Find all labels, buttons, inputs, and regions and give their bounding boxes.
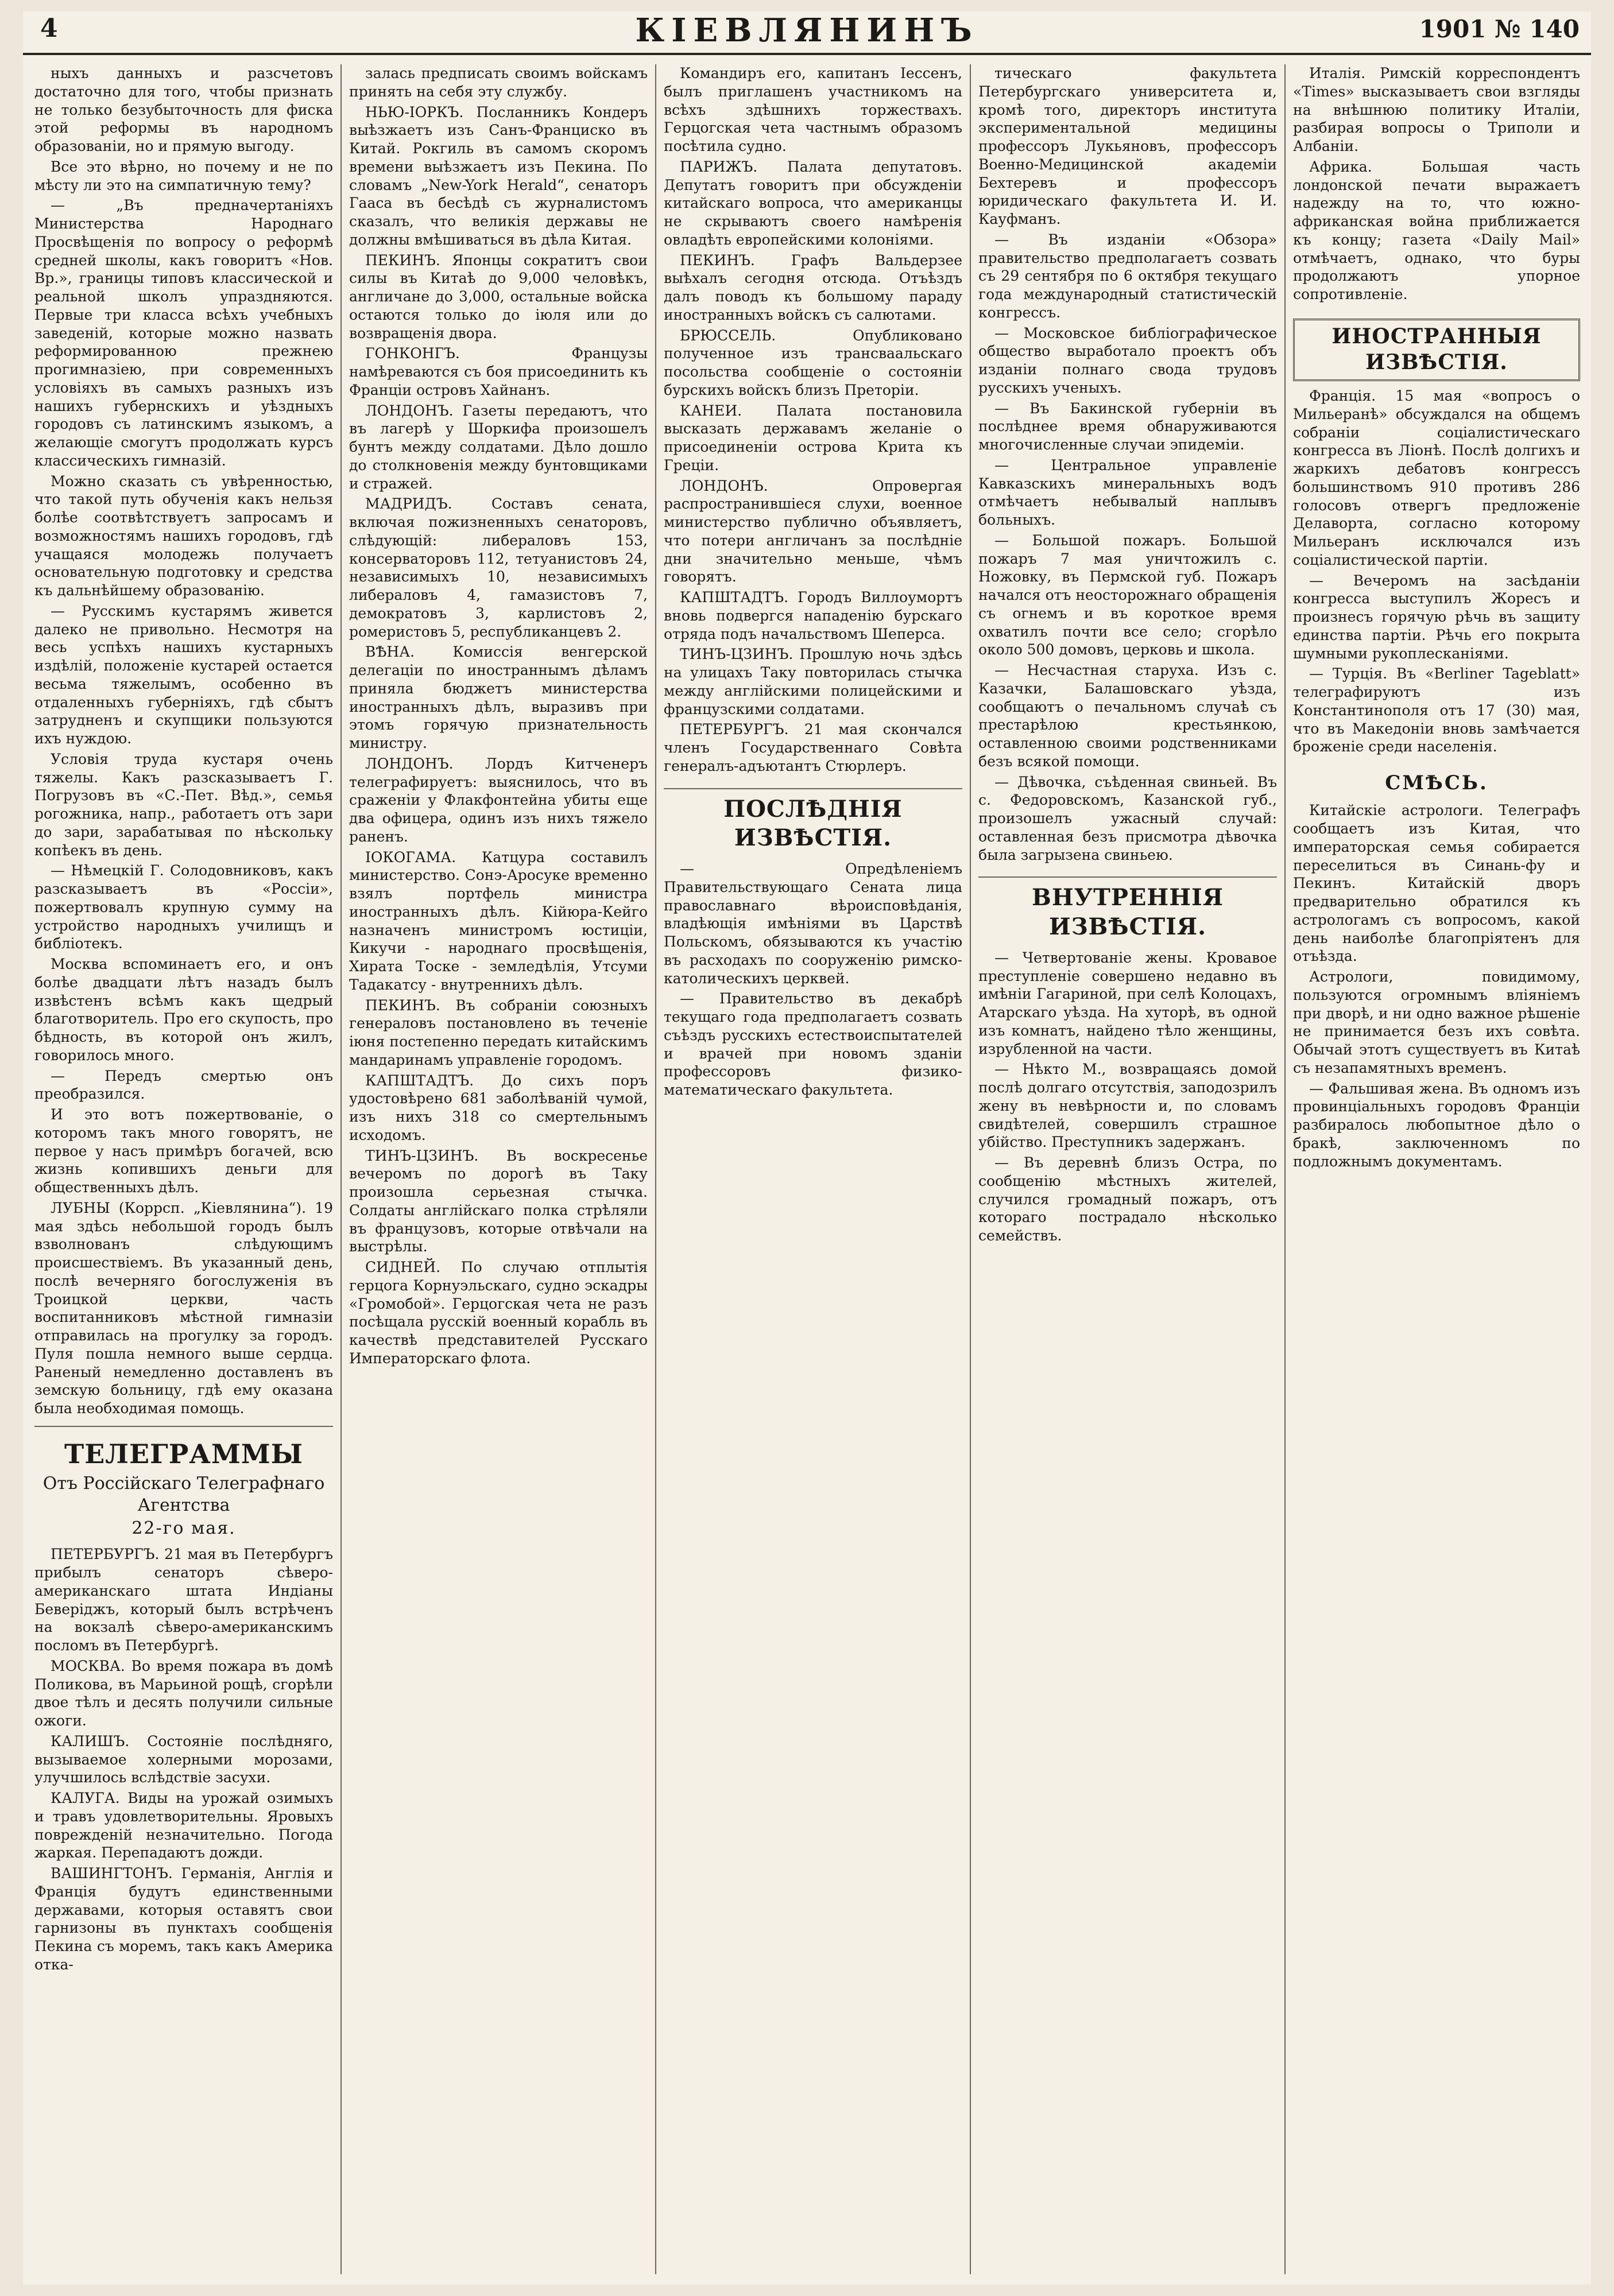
paragraph: И это вотъ пожертвованіе, о которомъ такъ много говорятъ, не первое у насъ примѣръ богачей, всю жизнь копившихъ деньги для общественныхъ дѣлъ.: [34, 1106, 333, 1196]
paragraph: ТИНЪ-ЦЗИНЪ. Въ воскресенье вечеромъ по дорогѣ въ Таку произошла серьезная стычка. Солдаты англійскаго полка стрѣляли въ французовъ, которые отвѣчали на выстрѣлы.: [349, 1147, 648, 1255]
paragraph: — Большой пожаръ. Большой пожаръ 7 мая уничтожилъ с. Ножовку, въ Пермской губ. Пожаръ начался отъ неосторожнаго обращенія съ огнемъ и въ короткое время охватилъ почти все село; сгорѣло около 500 домовъ, церковь и школа.: [978, 532, 1277, 658]
paragraph: Командиръ его, капитанъ Іессенъ, былъ приглашенъ участникомъ на всѣхъ здѣшнихъ торжествахъ. Герцогская чета частнымъ образомъ посѣтила судно.: [664, 65, 962, 154]
paragraph: ЛОНДОНЪ. Газеты передаютъ, что въ лагерѣ у Шоркифа произошелъ бунтъ между солдатами. Дѣло дошло до столкновенія между бунтовщиками и стражей.: [349, 402, 648, 492]
paragraph: ВАШИНГТОНЪ. Германія, Англія и Франція будутъ единственными державами, которыя оставятъ свои гарнизоны въ пунктахъ сообщенія Пекина съ моремъ, такъ какъ Америка отка-: [34, 1865, 333, 1973]
paragraph: — Нѣкто М., возвращаясь домой послѣ долгаго отсутствія, заподозрилъ жену въ невѣрности и, по словамъ свидѣтелей, совершилъ страшное убійство. Преступникъ задержанъ.: [978, 1061, 1277, 1151]
paragraph: ПАРИЖЪ. Палата депутатовъ. Депутатъ говоритъ при обсужденіи китайскаго вопроса, что американцы не скрываютъ своего намѣренія овладѣть европейскими колоніями.: [664, 158, 962, 248]
paragraph: ПЕКИНЪ. Японцы сократитъ свои силы въ Китаѣ до 9,000 человѣкъ, англичане до 3,000, остальные войска остаются только до іюля или до возвращенія двора.: [349, 251, 648, 342]
paragraph: Можно сказать съ увѣренностью, что такой путь обученія какъ нельзя болѣе соотвѣтствуетъ запросамъ и возможностямъ нашихъ городовъ, гдѣ учащаяся молодежь получаетъ основательную подготовку и средства къ дальнѣйшему образованію.: [34, 472, 333, 599]
separator-rule: [34, 1426, 333, 1427]
column-4: [978, 64, 1277, 2274]
paragraph: МОСКВА. Во время пожара въ домѣ Поликова, въ Марьиной рощѣ, сгорѣли двое тѣлъ и десять получили сильные ожоги.: [34, 1657, 333, 1729]
paragraph: — Московское библіографическое общество выработало проектъ объ изданіи полнаго свода трудовъ русскихъ ученыхъ.: [978, 324, 1277, 396]
paragraph: КАНЕИ. Палата постановила высказать державамъ желаніе о присоединеніи острова Крита къ Греціи.: [664, 402, 962, 474]
paragraph: ГОНКОНГЪ. Французы намѣреваются съ боя присоединить къ Франціи островъ Хайнанъ.: [349, 345, 648, 398]
paragraph: КАЛИШЪ. Состояніе послѣдняго, вызываемое холерными морозами, улучшилось вслѣдствіе засухи.: [34, 1732, 333, 1786]
paragraph: НЬЮ-ІОРКЪ. Посланникъ Кондеръ выѣзжаетъ изъ Санъ-Франциско въ Китай. Рокгиль въ самомъ скоромъ времени выѣзжаетъ изъ Пекина. По словамъ „New-York Herald“, сенаторъ Гааса въ бесѣдѣ съ журналистомъ сказалъ, что великія державы не должны вмѣшиваться въ дѣла Китая.: [349, 103, 648, 248]
section-heading: ВНУТРЕННІЯ ИЗВѢСТІЯ.: [978, 876, 1277, 942]
newspaper-page: [23, 11, 1591, 2285]
paragraph: — Опредѣленіемъ Правительствующаго Сената лица православнаго вѣроисповѣданія, владѣющія имѣніями въ Царствѣ Польскомъ, обязываются къ участію въ расходахъ по сооруженію римско-католическихъ церквей.: [664, 860, 962, 987]
paragraph: — Центральное управленіе Кавказскихъ минеральныхъ водъ отмѣчаетъ небывалый наплывъ больныхъ.: [978, 456, 1277, 528]
column-5: [1293, 64, 1580, 2274]
column-rule: [340, 64, 342, 2274]
paragraph: — Въ Бакинской губерніи въ послѣднее время обнаруживаются многочисленные случаи эпидеміи.: [978, 400, 1277, 453]
paragraph: — Русскимъ кустарямъ живется далеко не привольно. Несмотря на весь успѣхъ нашихъ кустарныхъ издѣлій, положеніе кустарей остается весьма тяжелымъ, особенно въ отдаленныхъ губерніяхъ, гдѣ сбытъ затрудненъ и скупщики пользуются ихъ нуждою.: [34, 602, 333, 747]
paragraph: КАПШТАДТЪ. До сихъ поръ удостовѣрено 681 заболѣваній чумой, изъ нихъ 318 со смертельнымъ исходомъ.: [349, 1072, 648, 1143]
paragraph: БРЮССЕЛЬ. Опубликовано полученное изъ трансваальскаго посольства сообщеніе о состояніи бурскихъ войскъ близъ Преторіи.: [664, 327, 962, 398]
paragraph: ныхъ данныхъ и разсчетовъ достаточно для того, чтобы признать не только безубыточность для фиска этой реформы въ народномъ образованіи, но и прямую выгоду.: [34, 65, 333, 154]
paragraph: ЛОНДОНЪ. Опровергая распространившіеся слухи, военное министерство публично объявляетъ, что потери англичанъ за послѣдніе дни значительно меньше, чѣмъ говорятъ.: [664, 477, 962, 585]
paragraph: ПЕКИНЪ. Графъ Вальдерзее выѣхалъ сегодня отсюда. Отъѣздъ далъ поводъ къ большому параду иностранныхъ войскъ съ салютами.: [664, 251, 962, 323]
column-2: [349, 64, 648, 2274]
section-heading: ПОСЛѢДНІЯ ИЗВѢСТІЯ.: [664, 788, 962, 854]
paragraph: ІОКОГАМА. Катцура составилъ министерство. Сонэ-Аросуке временно взялъ портфель министра иностранныхъ дѣлъ. Кійюра-Кейго назначенъ министромъ юстиціи, Кикучи - народнаго просвѣщенія, Хирата Тоске - земледѣлія, Утсуми Тадакатсу - внутреннихъ дѣлъ.: [349, 848, 648, 993]
paragraph: КАПШТАДТЪ. Городъ Виллоумортъ вновь подвергся нападенію бурскаго отряда подъ начальствомъ Шеперса.: [664, 589, 962, 642]
paragraph: Италія. Римскій корреспондентъ «Times» высказываетъ свои взгляды на внѣшнюю политику Италіи, разбирая вопросы о Триполи и Албаніи.: [1293, 65, 1580, 154]
paragraph: ПЕКИНЪ. Въ собраніи союзныхъ генераловъ постановлено въ теченіе іюня постепенно передать китайскимъ мандаринамъ управленіе городомъ.: [349, 996, 648, 1068]
paragraph: СИДНЕЙ. По случаю отплытія герцога Корнуэльскаго, судно эскадры «Громобой». Герцогская чета не разъ посѣщала русскій военный корабль въ качествѣ представителей Русскаго Императорскаго флота.: [349, 1259, 648, 1367]
section-heading-misc: СМѢСЬ.: [1385, 771, 1488, 795]
paragraph: — Дѣвочка, съѣденная свиньей. Въ с. Федоровскомъ, Казанской губ., произошелъ ужасный случай: оставленная безъ присмотра дѣвочка была загрызена свиньею.: [978, 773, 1277, 863]
paragraph: ТИНЪ-ЦЗИНЪ. Прошлую ночь здѣсь на улицахъ Таку повторилась стычка между англійскими полицейскими и французскими солдатами.: [664, 646, 962, 718]
paragraph: — Несчастная старуха. Изъ с. Казачки, Балашовскаго уѣзда, сообщаютъ о печальномъ случаѣ съ престарѣлою крестьянкою, оставленною своими родственниками безъ всякой помощи.: [978, 662, 1277, 770]
paragraph: — Фальшивая жена. Въ одномъ изъ провинціальныхъ городовъ Франціи разбиралось любопытное дѣло о бракѣ, заключенномъ по подложнымъ документамъ.: [1293, 1080, 1580, 1170]
paragraph: тическаго факультета Петербургскаго университета и, кромѣ того, директоръ института экспериментальной медицины профессоръ Лукьяновъ, профессоръ Военно-Медицинской академіи Бехтеревъ и профессоръ юридическаго факультета И. И. Кауфманъ.: [978, 65, 1277, 227]
page-number: 4: [40, 14, 58, 43]
column-rule: [970, 64, 971, 2274]
paragraph: — Вечеромъ на засѣданіи конгресса выступилъ Жоресъ и произнесъ горячую рѣчь въ защиту единства партіи. Рѣчь его покрыта шумными рукоплесканіями.: [1293, 572, 1580, 662]
paragraph: Африка. Большая часть лондонской печати выражаетъ надежду на то, что южно-африканская война приближается къ концу; газета «Daily Mail» отмѣчаетъ, однако, что буры продолжаютъ упорное сопротивленіе.: [1293, 158, 1580, 302]
paragraph: Астрологи, повидимому, пользуются огромнымъ вліяніемъ при дворѣ, и ни одно важное рѣшеніе не принимается безъ ихъ совѣта. Обычай этотъ существуетъ въ Китаѣ съ незапамятныхъ временъ.: [1293, 968, 1580, 1076]
paragraph: — Передъ смертью онъ преобразился.: [34, 1067, 333, 1103]
paragraph: — „Въ предначертаніяхъ Министерства Народнаго Просвѣщенія по вопросу о реформѣ средней школы, какъ говоритъ «Нов. Вр.», границы типовъ классической и реальной школъ упраздняются. Первые три класса всѣхъ учебныхъ заведеній, которые можно назвать реформированною прежнею прогимназіею, при современныхъ условіяхъ въ самыхъ разныхъ изъ нашихъ губернскихъ и уѣздныхъ городовъ съ латинскимъ языкомъ, а желающіе смогутъ продолжать курсъ классическихъ гимназій.: [34, 197, 333, 469]
paragraph: — Нѣмецкій Г. Солодовниковъ, какъ разсказываетъ въ «Россіи», пожертвовалъ крупную сумму на устройство народныхъ училищъ и библіотекъ.: [34, 862, 333, 952]
section-heading-boxed: ИНОСТРАННЫЯ ИЗВѢСТІЯ.: [1293, 319, 1580, 381]
paragraph: ПЕТЕРБУРГЪ. 21 мая скончался членъ Государственнаго Совѣта генералъ-адъютантъ Стюрлеръ.: [664, 721, 962, 774]
issue-number: 1901 № 140: [1419, 15, 1580, 43]
paragraph: — Въ деревнѣ близъ Остра, по сообщенію мѣстныхъ жителей, случился громадный пожаръ, отъ котораго пострадало нѣсколько семействъ.: [978, 1154, 1277, 1244]
paragraph: Франція. 15 мая «вопросъ о Мильеранѣ» обсуждался на общемъ собраніи соціалистическаго конгресса въ Ліонѣ. Послѣ долгихъ и жаркихъ дебатовъ конгрессъ большинствомъ 910 противъ 286 голосовъ отвергъ предложеніе Делаворта, согласно которому Мильеранъ исключался изъ соціалистической партіи.: [1293, 387, 1580, 568]
masthead: [23, 11, 1591, 55]
paragraph: залась предписать своимъ войскамъ принять на себя эту службу.: [349, 65, 648, 100]
section-subtitle: Отъ Россійскаго Телеграфнаго Агентства: [42, 1473, 325, 1516]
paragraph: ЛУБНЫ (Коррсп. „Кіевлянина“). 19 мая здѣсь небольшой городъ былъ взволнованъ слѣдующимъ происшествіемъ. Въ указанный день, послѣ вечерняго богослуженія въ Троицкой церкви, часть воспитанниковъ мѣстной гимназіи отправилась на прогулку за городъ. Пуля пошла немного выше сердца. Раненый немедленно доставленъ въ земскую больницу, гдѣ ему оказана была необходимая помощь.: [34, 1199, 333, 1417]
paragraph: Все это вѣрно, но почему и не по мѣсту ли это на симпатичную тему?: [34, 158, 333, 193]
paragraph: Китайскіе астрологи. Телеграфъ сообщаетъ изъ Китая, что императорская семья собирается переселиться въ Синань-фу и Пекинъ. Китайскій дворъ предварительно обратился къ астрологамъ съ вопросомъ, какой день наиболѣе благопріятенъ для отъѣзда.: [1293, 802, 1580, 965]
paragraph: Москва вспоминаетъ его, и онъ болѣе двадцати лѣтъ назадъ былъ извѣстенъ всѣмъ какъ щедрый благотворитель. Про его скупость, про бѣдность, въ которой онъ жилъ, говорилось много.: [34, 956, 333, 1064]
column-3: [664, 64, 962, 2274]
column-rule: [1284, 64, 1286, 2274]
paragraph: КАЛУГА. Виды на урожай озимыхъ и травъ удовлетворительны. Яровыхъ поврежденій незначительно. Погода жаркая. Перепадаютъ дожди.: [34, 1790, 333, 1861]
newspaper-title: КІЕВЛЯНИНЪ: [635, 11, 979, 49]
paragraph: — Въ изданіи «Обзора» правительство предполагаетъ созвать съ 29 сентября по 6 октября текущаго года международный статистическій конгрессъ.: [978, 231, 1277, 321]
paragraph: МАДРИДЪ. Составъ сената, включая пожизненныхъ сенаторовъ, слѣдующій: либераловъ 153, консерваторовъ 112, тетуанистовъ 24, независимыхъ 10, независимыхъ либераловъ 4, гамазистовъ 7, демократовъ 3, карлистовъ 2, ромеристовъ 5, республиканцевъ 2.: [349, 495, 648, 640]
section-title: ТЕЛЕГРАММЫ: [64, 1438, 303, 1469]
paragraph: Условія труда кустаря очень тяжелы. Какъ разсказываетъ Г. Погрузовъ въ «С.-Пет. Вѣд.», семья рогожника, напр., работаетъ отъ зари до зари, зарабатывая по нѣскольку копѣекъ въ день.: [34, 750, 333, 859]
column-rule: [655, 64, 656, 2274]
paragraph: ПЕТЕРБУРГЪ. 21 мая въ Петербургъ прибылъ сенаторъ сѣверо-американскаго штата Индіаны Беверіджъ, который былъ встрѣченъ на вокзалѣ сѣверо-американскимъ посломъ въ Петербургѣ.: [34, 1546, 333, 1654]
paragraph: — Правительство въ декабрѣ текущаго года предполагаетъ созвать съѣздъ русскихъ естествоиспытателей и врачей при новомъ зданіи профессоровъ физико-математическаго факультета.: [664, 990, 962, 1099]
paragraph: — Турція. Въ «Berliner Tageblatt» телеграфируютъ изъ Константинополя отъ 17 (30) мая, что въ Македоніи вновь замѣчается броженіе среди населенія.: [1293, 665, 1580, 755]
column-1: [34, 64, 333, 2274]
section-date: 22-го мая.: [131, 1518, 236, 1539]
paragraph: ЛОНДОНЪ. Лордъ Китченеръ телеграфируетъ: выяснилось, что въ сраженіи у Флакфонтейна убиты еще два офицера, одинъ изъ нихъ тяжело раненъ.: [349, 755, 648, 845]
paragraph: ВѢНА. Комиссія венгерской делегаціи по иностраннымъ дѣламъ приняла бюджетъ министерства иностранныхъ дѣлъ, выразивъ при этомъ горячую признательность министру.: [349, 643, 648, 751]
paragraph: — Четвертованіе жены. Кровавое преступленіе совершено недавно въ имѣніи Гагариной, при селѣ Колоцахъ, Атарскаго уѣзда. На хуторѣ, въ одной изъ комнатъ, найдено тѣло женщины, изрубленной на части.: [978, 949, 1277, 1057]
